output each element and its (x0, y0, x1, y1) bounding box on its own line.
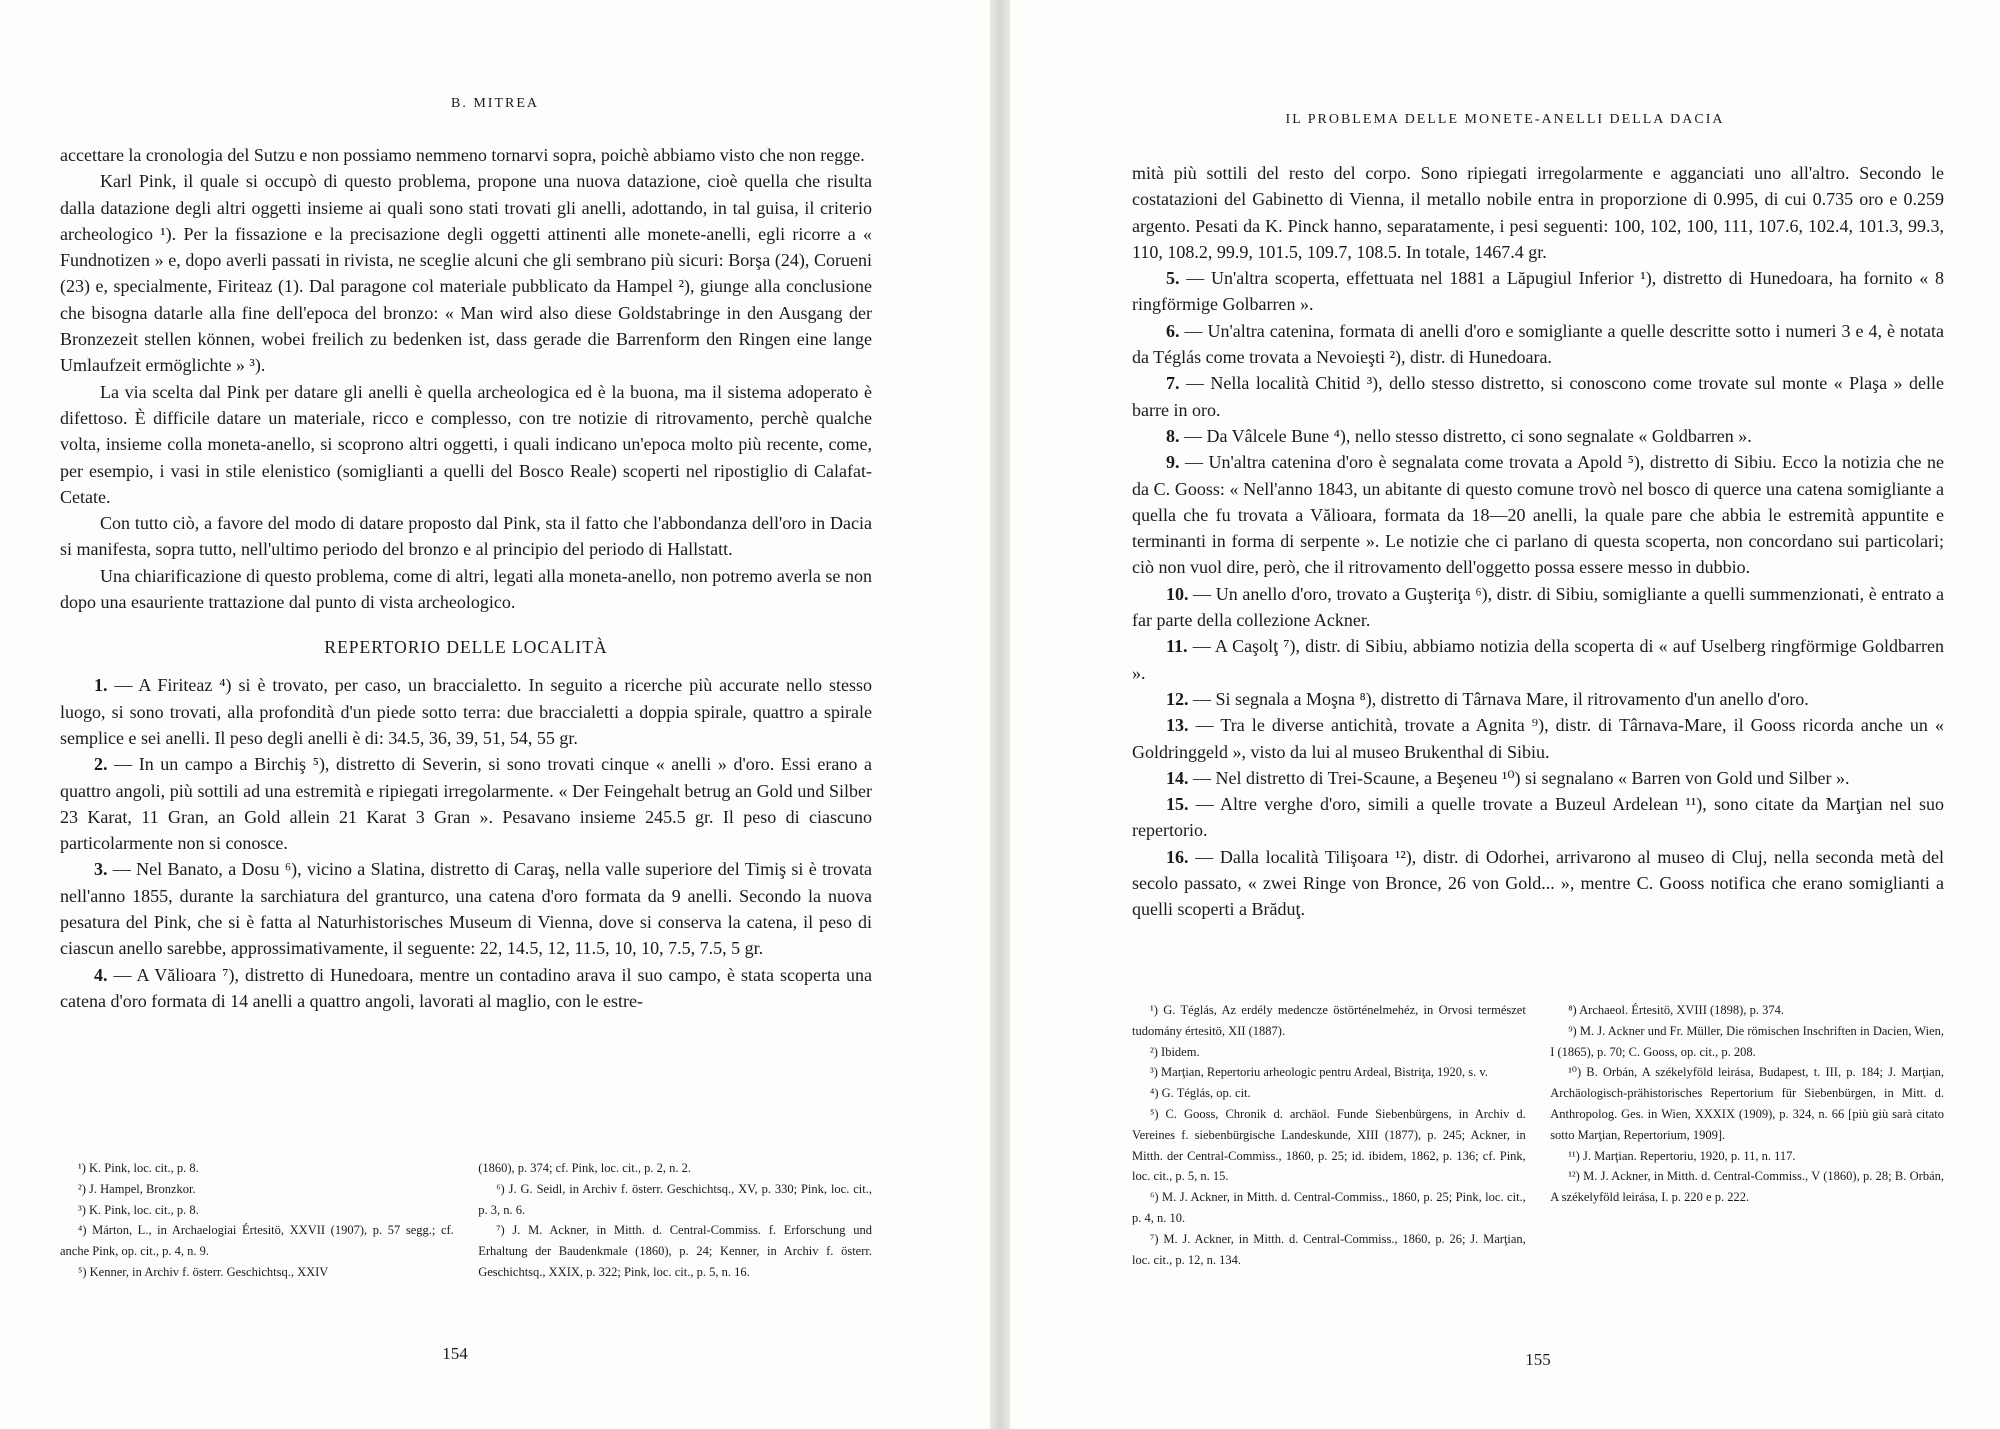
entry-number: 9. (1166, 452, 1180, 473)
footnote: ¹⁰) B. Orbán, A székelyföld leirása, Budapest, t. III, p. 184; J. Marţian, Archäologisch-prähistorisches Repertorium für Siebenbürgen, in Mitt. d. Anthropolog. Ges. in Wien, XXXIX (1909), p. 324, n. 66 [più giù sarà citato sotto Marţian, Repertorium, 1909]. (1550, 1065, 1944, 1142)
entry-number: 15. (1166, 794, 1189, 815)
footnote: ⁷) M. J. Ackner, in Mitth. d. Central-Commiss., 1860, p. 26; J. Marţian, loc. cit., p. 12, n. 134. (1132, 1231, 1526, 1267)
entry-text: — Nella località Chitid ³), dello stesso distretto, si conoscono come trovate sul monte « Plaşa » delle barre in oro. (1132, 373, 1944, 420)
entry-text: — Nel distretto di Trei-Scaune, a Beşeneu ¹⁰) si segnalano « Barren von Gold und Silber ». (1188, 767, 1850, 788)
footnote: ⁶) J. G. Seidl, in Archiv f. österr. Geschichtsq., XV, p. 330; Pink, loc. cit., p. 3, n. 6. (478, 1181, 872, 1217)
entry-6 (1132, 318, 1944, 371)
footnote: ⁸) Archaeol. Értesitö, XVIII (1898), p. 374. (1568, 1003, 1784, 1017)
entry-12 (1132, 686, 1944, 712)
entry-number: 3. (94, 859, 108, 880)
left-body (60, 142, 872, 1014)
footnote: ⁹) M. J. Ackner und Fr. Müller, Die römischen Inschriften in Dacien, Wien, I (1865), p. 70; C. Gooss, op. cit., p. 208. (1550, 1023, 1944, 1059)
footnote: ²) Ibidem. (1150, 1044, 1200, 1059)
entry-10 (1132, 581, 1944, 634)
footnote: ²) J. Hampel, Bronzkor. (78, 1181, 196, 1196)
footnote-column (60, 1158, 454, 1283)
entry-number: 6. (1166, 320, 1180, 341)
right-page-number: 155 (1525, 1350, 1551, 1369)
entry-text: — Dalla località Tilişoara ¹²), distr. di Odorhei, arrivarono al museo di Cluj, nella seconda metà del secolo passato, « zwei Ringe von Bronce, 26 von Gold... », mentre C. Gooss notifica che erano somiglianti a quelli scoperti a Brăduţ. (1132, 846, 1944, 920)
footnote: (1860), p. 374; cf. Pink, loc. cit., p. 2, n. 2. (478, 1161, 692, 1175)
entry-number: 16. (1166, 846, 1189, 867)
footnote: ³) K. Pink, loc. cit., p. 8. (78, 1202, 199, 1217)
entry-text: — Un'altra catenina, formata di anelli d'oro e somigliante a quelle descritte sotto i numeri 3 e 4, è notata da Téglás come trovata a Nevoieşti ²), distr. di Hunedoara. (1132, 320, 1944, 368)
entry-9 (1132, 449, 1944, 580)
entry-text: — Un anello d'oro, trovato a Guşteriţa ⁶), distr. di Sibiu, somigliante a quelli summenzionati, è entrato a far parte della collezione Ackner. (1132, 583, 1944, 631)
entry-8 (1132, 423, 1944, 449)
paragraph: Una chiarificazione di questo problema, come di altri, legati alla moneta-anello, non potremo averla se non dopo una esauriente trattazione dal punto di vista archeologico. (60, 565, 872, 613)
entry-1 (60, 672, 872, 751)
entry-number: 4. (94, 964, 108, 985)
left-page (0, 0, 990, 1429)
entry-14 (1132, 765, 1944, 791)
paragraph: Con tutto ciò, a favore del modo di datare proposto dal Pink, sta il fatto che l'abbondanza dell'oro in Dacia si manifesta, sopra tutto, nell'ultimo periodo del bronzo e al principio del periodo di Hallstatt. (60, 513, 872, 560)
right-footnotes (1132, 1000, 1944, 1270)
entry-number: 8. (1166, 425, 1180, 446)
entry-number: 13. (1166, 715, 1189, 736)
entry-4 (60, 962, 872, 1015)
paragraph: mità più sottili del resto del corpo. Sono ripiegati irregolarmente e agganciati uno all'altro. Secondo le costatazioni del Gabinetto di Vienna, il metallo nobile entra in proporzione di 0.995, di cui 0.735 oro e 0.259 argento. Pesati da K. Pinck hanno, separatamente, i pesi seguenti: 100, 102, 100, 111, 107.6, 102.4, 101.3, 99.3, 110, 108.2, 99.9, 101.5, 109.7, 108.5. In totale, 1467.4 gr. (1132, 163, 1944, 262)
entry-text: — Nel Banato, a Dosu ⁶), vicino a Slatina, distretto di Caraş, nella valle superiore del Timiş si è trovata nell'anno 1855, durante la sarchiatura del granturco, una catena d'oro formata da 9 anelli. Secondo la nuova pesatura del Pink, che si è fatta al Naturhistorisches Museum di Vienna, dove si conserva la catena, il peso di ciascun anello sarebbe, approssimativamente, il seguente: 22, 14.5, 12, 11.5, 10, 10, 7.5, 7.5, 5 gr. (60, 859, 872, 959)
left-footnotes (60, 1158, 872, 1283)
footnote: ⁴) Márton, L., in Archaelogiai Értesitö, XXVII (1907), p. 57 segg.; cf. anche Pink, op. cit., p. 4, n. 9. (60, 1223, 454, 1259)
entry-text: — A Firiteaz ⁴) si è trovato, per caso, un braccialetto. In seguito a ricerche più accurate nello stesso luogo, si sono trovati, alla profondità d'un piede sotto terra: due braccialetti a doppia spirale, quattro a spirale semplice e sei anelli. Il peso degli anelli è di: 34.5, 36, 39, 51, 54, 55 gr. (60, 675, 872, 748)
footnote: ⁵) C. Gooss, Chronik d. archäol. Funde Siebenbürgens, in Archiv d. Vereines f. siebenbürgische Landeskunde, XIII (1877), p. 245; Ackner, in Mitth. der Central-Commiss., 1860, p. 25; id. ibidem, 1862, p. 136; cf. Pink, loc. cit., p. 5, n. 15. (1132, 1106, 1526, 1184)
paragraph: accettare la cronologia del Sutzu e non possiamo nemmeno tornarvi sopra, poichè abbiamo visto che non regge. (60, 145, 865, 165)
entry-13 (1132, 712, 1944, 765)
entry-number: 14. (1166, 767, 1189, 788)
entry-text: — Un'altra catenina d'oro è segnalata come trovata a Apold ⁵), distretto di Sibiu. Ecco la notizia che ne da C. Gooss: « Nell'anno 1843, un abitante di questo comune trovò nel bosco di querce una catena somigliante a quella che fu trovata a Vălioara, formata da 18—20 anelli, la quale pare che abbia le estremità appuntite e terminanti in forma di serpente ». Le notizie che ci parlano di questa scoperta, non concordano sui particolari; ciò non vuol dire, però, che il ritrovamento dell'oggetto possa essere messo in dubbio. (1132, 452, 1944, 578)
footnote: ¹) G. Téglás, Az erdély medencze östörténelmehéz, in Orvosi természet tudomány értesitö, XII (1887). (1132, 1003, 1526, 1038)
entry-number: 10. (1166, 583, 1189, 604)
entry-number: 12. (1166, 688, 1189, 709)
footnote: ⁷) J. M. Ackner, in Mitth. d. Central-Commiss. f. Erforschung und Erhaltung der Baudenkmale (1860), p. 24; Kenner, in Archiv f. österr. Geschichtsq., XXIX, p. 322; Pink, loc. cit., p. 5, n. 16. (478, 1223, 872, 1279)
section-title: REPERTORIO DELLE LOCALITÀ (324, 637, 608, 658)
book-gutter (990, 0, 1010, 1429)
entry-number: 11. (1166, 636, 1188, 657)
entry-text: — Altre verghe d'oro, simili a quelle trovate a Buzeul Ardelean ¹¹), sono citate da Marţian nel suo repertorio. (1132, 794, 1944, 841)
footnote: ¹²) M. J. Ackner, in Mitth. d. Central-Commiss., V (1860), p. 28; B. Orbán, A székelyföld leirása, I. p. 220 e p. 222. (1550, 1169, 1944, 1205)
entry-text: — Tra le diverse antichità, trovate a Agnita ⁹), distr. di Târnava-Mare, il Gooss ricorda anche un « Goldringgeld », visto da lui al museo Brukenthal di Sibiu. (1132, 715, 1944, 762)
paragraph: Karl Pink, il quale si occupò di questo problema, propone una nuova datazione, cioè quella che risulta dalla datazione degli altri oggetti insieme ai quali sono stati trovati gli anelli, adottando, in tal guisa, il criterio archeologico ¹). Per la fissazione e la precisazione degli oggetti attinenti alle monete-anelli, egli ricorre a « Fundnotizen » e, dopo averli passati in rivista, ne sceglie alcuni che gli sembrano più sicuri: Borşa (24), Corueni (23) e, specialmente, Firiteaz (1). Dal paragone col materiale pubblicato da Hampel ²), giunge alla conclusione che bisogna datarle alla fine dell'epoca del bronzo: « Man wird also diese Goldstabringe in den Ausgang der Bronzezeit stellen können, wobei freilich zu bedenken ist, dass gerade die Barrenform den Ringen eine lange Umlaufzeit ermöglichte » ³). (60, 171, 872, 376)
entry-16 (1132, 844, 1944, 923)
entry-number: 2. (94, 754, 108, 775)
entry-15 (1132, 791, 1944, 844)
entry-7 (1132, 370, 1944, 423)
paragraph: La via scelta dal Pink per datare gli anelli è quella archeologica ed è la buona, ma il sistema adoperato è difettoso. È difficile datare un materiale, ricco e complesso, con tre notizie di ritrovamento, perchè qualche volta, insieme colla moneta-anello, si scoprono altri oggetti, i quali indicano un'epoca molto più recente, come, per esempio, i vasi in stile elenistico (somiglianti a quelli del Bosco Reale) scoperti nel ripostiglio di Calafat-Cetate. (60, 381, 872, 507)
footnote: ¹) K. Pink, loc. cit., p. 8. (78, 1161, 199, 1175)
entry-text: — Un'altra scoperta, effettuata nel 1881 a Lăpugiul Inferior ¹), distretto di Hunedoara, ha fornito « 8 ringförmige Golbarren ». (1132, 268, 1944, 315)
footnote-column (478, 1158, 872, 1283)
footnote: ⁴) G. Téglás, op. cit. (1150, 1086, 1251, 1101)
entry-number: 7. (1166, 373, 1180, 394)
entry-2 (60, 751, 872, 856)
left-page-number: 154 (442, 1344, 468, 1363)
footnote-column (1550, 1000, 1944, 1270)
entry-11 (1132, 633, 1944, 686)
footnote: ⁶) M. J. Ackner, in Mitth. d. Central-Commiss., 1860, p. 25; Pink, loc. cit., p. 4, n. 10. (1132, 1190, 1526, 1225)
right-body (1132, 160, 1944, 923)
entry-text: — A Caşolţ ⁷), distr. di Sibiu, abbiamo notizia della scoperta di « auf Uselberg ringförmige Goldbarren ». (1132, 636, 1944, 683)
entry-number: 1. (94, 675, 108, 696)
left-running-head: B. MITREA (451, 96, 539, 111)
right-running-head: IL PROBLEMA DELLE MONETE-ANELLI DELLA DACIA (1285, 112, 1725, 127)
entry-text: — In un campo a Birchiş ⁵), distretto di Severin, si sono trovati cinque « anelli » d'oro. Essi erano a quattro angoli, più sottili ad una estremità e ripiegati irregolarmente. « Der Feingehalt betrug an Gold und Silber 23 Karat, 11 Gran, an Gold allein 21 Karat 3 Gran ». Pesavano insieme 245.5 gr. Il peso di ciascuno particolarmente non si conosce. (60, 754, 872, 854)
entry-3 (60, 856, 872, 961)
entry-number: 5. (1166, 268, 1180, 289)
entry-text: — Si segnala a Moşna ⁸), distretto di Târnava Mare, il ritrovamento d'un anello d'oro. (1188, 688, 1809, 709)
footnote: ¹¹) J. Marţian. Repertoriu, 1920, p. 11, n. 117. (1568, 1148, 1796, 1163)
entry-5 (1132, 265, 1944, 318)
entry-text: — Da Vâlcele Bune ⁴), nello stesso distretto, ci sono segnalate « Goldbarren ». (1179, 425, 1752, 446)
footnote: ⁵) Kenner, in Archiv f. österr. Geschichtsq., XXIV (78, 1264, 329, 1279)
right-page (1010, 0, 2000, 1429)
footnote: ³) Marţian, Repertoriu arheologic pentru Ardeal, Bistriţa, 1920, s. v. (1150, 1065, 1488, 1080)
footnote-column (1132, 1000, 1526, 1270)
entry-text: — A Vălioara ⁷), distretto di Hunedoara, mentre un contadino arava il suo campo, è stata scoperta una catena d'oro formata di 14 anelli a quattro angoli, lavorati al maglio, con le estre- (60, 964, 872, 1011)
